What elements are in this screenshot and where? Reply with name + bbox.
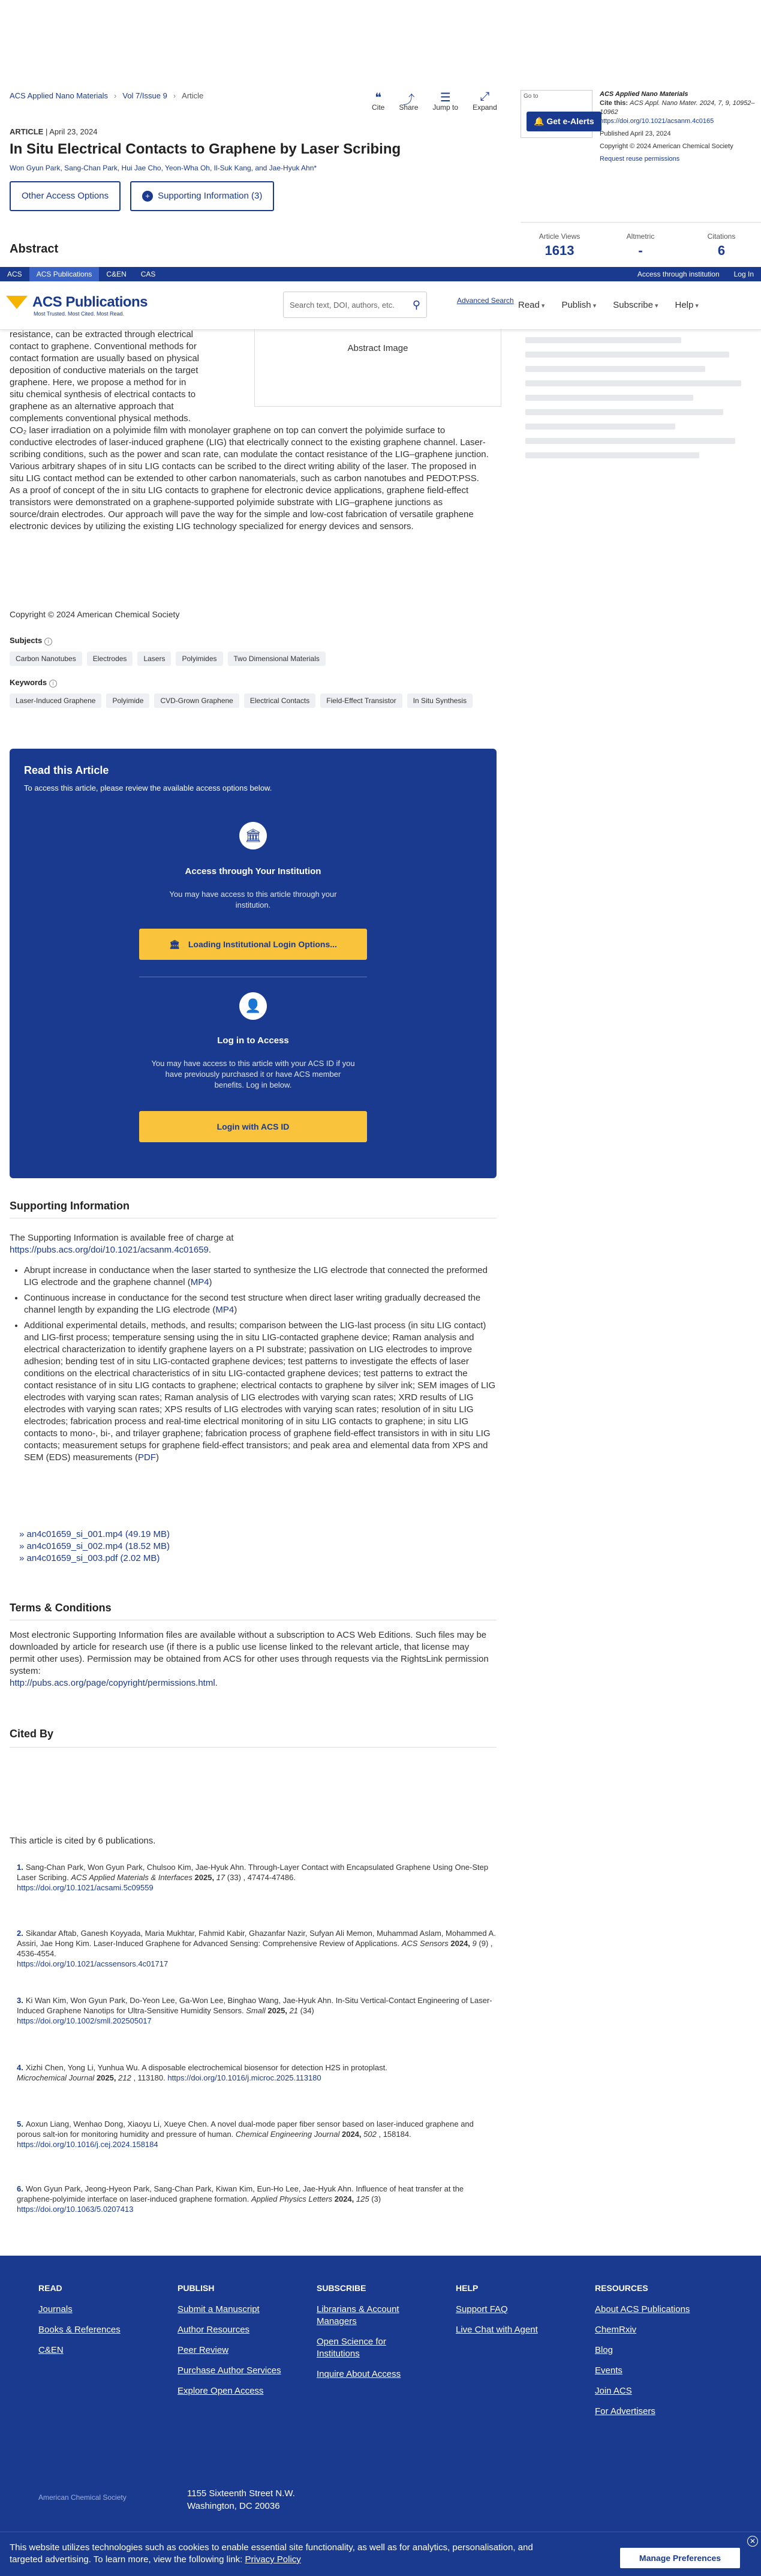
citation-doi-link[interactable]: https://doi.org/10.1002/smll.202505017: [17, 2016, 152, 2025]
institution-icon: 🏛: [239, 822, 267, 849]
list-item: [24, 1265, 498, 1289]
citation-pages: , 113180.: [131, 2073, 166, 2082]
footer-link[interactable]: Librarians & Account Managers: [317, 2304, 399, 2326]
footer-link[interactable]: Events: [595, 2365, 622, 2376]
citation-volume: 9: [472, 1939, 477, 1948]
cited-by-heading: Cited By: [10, 1728, 54, 1740]
citation-box: [600, 90, 756, 164]
cookie-message: This website utilizes technologies such as cookies to enable essential site functionality, as well as for analytics, personalisation, and targeted advertising. To learn more, view the following link:: [10, 2542, 533, 2565]
citation-number: 5.: [17, 2119, 23, 2128]
tool-label: Share: [399, 103, 419, 112]
nav-cen[interactable]: C&EN: [106, 270, 127, 278]
article-date: April 23, 2024: [49, 127, 98, 136]
doi-link[interactable]: https://doi.org/10.1021/acsanm.4c0165: [600, 118, 714, 125]
chevron-right-icon: ›: [114, 91, 117, 100]
abstract-paragraph: CO₂ laser irradiation on a polyimide film with monolayer graphene on top can convert the polyimide surface to conductive electrodes of laser-induced graphene (LIG) that electrically connect to the existing graphene channel. Laser-scribing conditions, such as the power and scan rate, can modulate the contact resistance of the LIG–graphene junction. Various arbitrary shapes of in situ LIG contacts can be scribed to the direct writing ability of the laser. The proposed in situ LIG contact method can be extended to other carbon nanomaterials, such as carbon nanotubes and PEDOT:PSS. As a proof of concept of the in situ LIG contacts to graphene for electronic device applications, graphene field-effect transistors were demonstrated on a graphene-supported polyimide substrate with LIG–graphene junctions as source/drain electrodes. Our approach will pave the way for the simple and low-cost fabrication of versatile graphene electronic devices by utilizing the existing LIG technology specialized for energy devices and sensors.: [10, 425, 489, 532]
si-item-text: Continuous increase in conductance for the second test structure when direct laser writing gradually decreased the channel length by expanding the LIG electrode (: [24, 1293, 481, 1315]
address-line: 1155 Sixteenth Street N.W.: [187, 2488, 295, 2499]
footer-link[interactable]: Journals: [38, 2304, 73, 2314]
footer-heading: PUBLISH: [178, 2283, 215, 2293]
metric-label: Article Views: [539, 232, 580, 241]
citation-pages: (34): [298, 2006, 314, 2015]
login-access-desc: You may have access to this article with your ACS ID if you have previously purchased it or have ACS member benefits. Log in below.: [151, 1059, 355, 1089]
manage-preferences-button[interactable]: Manage Preferences: [620, 2548, 740, 2568]
footer-heading: RESOURCES: [595, 2283, 648, 2293]
journal-name: ACS Applied Nano Materials: [600, 91, 688, 98]
article-title: In Situ Electrical Contacts to Graphene by Laser Scribing: [10, 141, 401, 157]
chevron-right-icon: ›: [173, 91, 176, 100]
si-item-text: Abrupt increase in conductance when the laser started to synthesize the LIG electrode that connected the preformed LIG electrode and the graphene channel (: [24, 1265, 488, 1287]
supporting-information-button[interactable]: [130, 181, 274, 211]
institutional-login-label: Loading Institutional Login Options...: [188, 939, 337, 949]
subject-chip[interactable]: Polyimides: [176, 651, 222, 666]
terms-text: Most electronic Supporting Information files are available without a subscription to ACS Web Editions. Such files may be downloaded by article for research use (if there is a public use license linked to the relevant article, that license may permit other uses). Permission may be obtained from ACS for other uses through requests via the RightsLink permission system: http://pubs.acs.org/page/copyright/permissions.html.: [10, 1630, 489, 1688]
footer-address: [187, 2487, 295, 2512]
citation-pages: (9) , 4536-4554.: [17, 1939, 493, 1958]
tool-label: Cite: [372, 103, 385, 112]
site-header: [0, 282, 761, 330]
tool-label: Expand: [473, 103, 497, 112]
acs-footer-logo[interactable]: American Chemical Society: [38, 2493, 127, 2502]
citation-number: 6.: [17, 2184, 23, 2193]
keywords-heading: [10, 678, 57, 687]
institution-icon: 🏛: [169, 939, 180, 949]
si-file-link[interactable]: » an4c01659_si_001.mp4 (49.19 MB): [19, 1529, 170, 1541]
sidebar-loading-skeleton: [525, 337, 753, 467]
footer-link[interactable]: Inquire About Access: [317, 2369, 401, 2379]
search-placeholder: Search text, DOI, authors, etc.: [290, 300, 395, 310]
read-description: To access this article, please review the available access options below.: [24, 783, 272, 792]
list-icon: ☰: [440, 91, 451, 104]
citation-volume: 212: [118, 2073, 131, 2082]
metric-altmetric[interactable]: [601, 232, 679, 259]
keyword-chip[interactable]: Polyimide: [106, 693, 149, 708]
menu-read[interactable]: Read ▾: [518, 300, 545, 310]
citation-year: 2025,: [96, 2073, 116, 2082]
si-item-end: ): [209, 1277, 212, 1287]
si-pdf-link[interactable]: PDF: [138, 1452, 157, 1463]
read-heading: Read this Article: [24, 764, 109, 776]
si-file-list: [19, 1529, 170, 1565]
reuse-permissions-link[interactable]: Request reuse permissions: [600, 155, 680, 163]
tool-label: Jump to: [432, 103, 459, 112]
supporting-information-label: Supporting Information (3): [158, 191, 263, 201]
citation-pages: (33) , 47474-47486.: [225, 1873, 296, 1882]
skeleton-line: [525, 337, 681, 343]
breadcrumb-journal[interactable]: ACS Applied Nano Materials: [10, 91, 109, 100]
abstract-line: graphene. Here, we propose a method for in: [10, 377, 187, 388]
address-line: Washington, DC 20036: [187, 2501, 280, 2511]
metric-label: Citations: [707, 232, 736, 241]
citation-doi-link[interactable]: https://doi.org/10.1016/j.cej.2024.158184: [17, 2140, 158, 2149]
citation-volume: 125: [356, 2194, 369, 2203]
skeleton-line: [525, 438, 735, 444]
metric-article-views[interactable]: [521, 232, 598, 259]
other-access-options-button[interactable]: Other Access Options: [10, 181, 121, 211]
footer-col-read: [38, 2282, 158, 2365]
abstract-line: contact formation are usually based on physical: [10, 353, 200, 364]
si-description-list: [24, 1265, 498, 1467]
metric-label: Altmetric: [626, 232, 655, 241]
abstract-left-lines: [10, 329, 249, 425]
footer-link[interactable]: C&EN: [38, 2345, 64, 2355]
footer-heading: READ: [38, 2283, 62, 2293]
separator: |: [45, 127, 50, 136]
citation-doi-link[interactable]: https://doi.org/10.1021/acssensors.4c01717: [17, 1959, 169, 1968]
citation-volume: 502: [363, 2130, 377, 2139]
footer-link[interactable]: Open Science for Institutions: [317, 2337, 386, 2359]
article-type: ARTICLE: [10, 127, 44, 136]
breadcrumb-current: Article: [182, 91, 204, 100]
si-mp4-link[interactable]: MP4: [190, 1277, 209, 1287]
nav-acs[interactable]: ACS: [7, 270, 22, 278]
institutional-login-button[interactable]: [139, 929, 367, 960]
footer-link[interactable]: Blog: [595, 2345, 613, 2355]
skeleton-line: [525, 395, 693, 401]
si-item-end: ): [234, 1305, 237, 1315]
keyword-chip[interactable]: In Situ Synthesis: [407, 693, 473, 708]
citation-pages: , 158184.: [376, 2130, 411, 2139]
get-e-alerts-button[interactable]: [527, 112, 601, 131]
menu-subscribe[interactable]: Subscribe ▾: [613, 300, 658, 310]
footer-link[interactable]: About ACS Publications: [595, 2304, 690, 2314]
search-icon[interactable]: ⚲: [412, 298, 420, 311]
subject-chip[interactable]: Two Dimensional Materials: [228, 651, 326, 666]
citation-year: 2024,: [450, 1939, 470, 1948]
abstract-line: situ chemical synthesis of electrical contacts to: [10, 389, 196, 400]
citation-authors: Xizhi Chen, Yong Li, Yunhua Wu. A disposable electrochemical biosensor for detection H2S in protoplast.: [25, 2063, 387, 2072]
keyword-chip[interactable]: Electrical Contacts: [244, 693, 315, 708]
skeleton-line: [525, 380, 741, 386]
quote-icon: ❝: [375, 91, 382, 104]
keyword-chip[interactable]: Laser-Induced Graphene: [10, 693, 101, 708]
privacy-policy-link[interactable]: Privacy Policy: [245, 2554, 301, 2565]
login-with-acs-id-button[interactable]: Login with ACS ID: [139, 1111, 367, 1142]
citation-journal: Microchemical Journal: [17, 2073, 95, 2082]
citation-number: 4.: [17, 2063, 23, 2072]
expand-icon: ⤢: [480, 90, 490, 103]
cite-line: [600, 99, 756, 117]
footer-col-resources: [595, 2282, 709, 2426]
citation-journal: ACS Applied Materials & Interfaces: [71, 1873, 192, 1882]
footer-link[interactable]: Peer Review: [178, 2345, 229, 2355]
footer-link[interactable]: ChemRxiv: [595, 2325, 637, 2335]
tool-cite[interactable]: [372, 90, 384, 112]
footer-link[interactable]: For Advertisers: [595, 2406, 655, 2416]
footer-link[interactable]: Live Chat with Agent: [456, 2325, 538, 2335]
access-buttons: [10, 181, 274, 211]
abstract-line: resistance, can be extracted through electrical: [10, 329, 193, 340]
si-file-link[interactable]: » an4c01659_si_002.mp4 (18.52 MB): [19, 1541, 170, 1553]
acs-publications-logo[interactable]: [6, 294, 148, 317]
menu-help[interactable]: Help ▾: [675, 300, 699, 310]
cited-by-count: This article is cited by 6 publications.: [10, 1836, 156, 1846]
abstract-line: deposition of conductive materials on the target: [10, 365, 198, 376]
skeleton-line: [525, 452, 699, 458]
citation-doi-link[interactable]: https://doi.org/10.1021/acsami.5c09559: [17, 1883, 154, 1892]
abstract-image[interactable]: Abstract Image: [254, 329, 501, 407]
cite-text: ACS Appl. Nano Mater. 2024, 7, 9, 10952–10962: [600, 100, 755, 116]
skeleton-line: [525, 352, 729, 358]
search-input[interactable]: [283, 292, 427, 318]
footer-heading: HELP: [456, 2283, 479, 2293]
log-in-link[interactable]: Log In: [733, 270, 754, 278]
citation-pages: (3): [369, 2194, 381, 2203]
si-intro: The Supporting Information is available free of charge at https://pubs.acs.org/doi/10.1021/acsanm.4c01659.: [10, 1233, 234, 1255]
access-through-institution-link[interactable]: Access through institution: [637, 270, 720, 278]
citation-volume: 17: [216, 1873, 225, 1882]
citation-doi-link[interactable]: https://doi.org/10.1063/5.0207413: [17, 2205, 134, 2214]
get-e-alerts-label: Get e-Alerts: [546, 116, 594, 126]
list-item: [24, 1292, 498, 1316]
footer-link[interactable]: Explore Open Access: [178, 2386, 264, 2396]
footer-heading: SUBSCRIBE: [317, 2283, 366, 2293]
login-access-title: Log in to Access: [217, 1035, 289, 1046]
citation-journal: Small: [246, 2006, 266, 2015]
article-type-date: [10, 127, 97, 136]
footer-link[interactable]: Join ACS: [595, 2386, 632, 2396]
keyword-chip[interactable]: CVD-Grown Graphene: [154, 693, 239, 708]
citation-journal: Applied Physics Letters: [251, 2194, 333, 2203]
cookie-text: [10, 2542, 549, 2566]
logo-tagline: Most Trusted. Most Cited. Most Read.: [34, 311, 125, 317]
nav-cas[interactable]: CAS: [140, 270, 156, 278]
acs-logo-icon: [6, 296, 28, 309]
footer-link[interactable]: Support FAQ: [456, 2304, 508, 2314]
share-icon: ⤴: [402, 94, 415, 107]
si-item-text: Additional experimental details, methods, and results; comparison between the LIG-last process (in situ LIG contact) and LIG-first process; temperature sensing using the in situ LIG-contacted graphene device; Raman analysis and electrical characterization to identify graphene layers on a PI substrate; passivation on LIG electrodes to improve adhesion; bending test of in situ LIG-contacted graphene devices; test patterns to investigate the effects of laser conditions on the electrical characteristics of in situ LIG-contacted graphene devices; test patterns to extract the contact resistance of in situ LIG contacts to graphene; electrical contacts to graphene by silver ink; SEM images of LIG electrodes with varying scan rates; Raman analysis of LIG electrodes with varying scan rates; XRD results of LIG electrodes with varying scan rates; XPS results of LIG electrodes with varying scan rates; resolution of in situ LIG electrodes; fabrication process and real-time electrical monitoring of in situ LIG contacts to graphene; in situ LIG contacts to mono-, bi-, and trilayer graphene; fabrication process of graphene field-effect transistors in with in situ LIG contacts; measurement setups for graphene field-effect transistors; and peak area and elemental data from XPS and SEM (EDS) measurements (: [24, 1320, 496, 1463]
citation-year: 2024,: [334, 2194, 354, 2203]
footer-link[interactable]: Submit a Manuscript: [178, 2304, 260, 2314]
metric-value: 6: [717, 243, 726, 258]
skeleton-line: [525, 409, 723, 415]
subjects-list: [10, 651, 501, 666]
metric-value: 1613: [545, 243, 574, 258]
institution-access-desc: You may have access to this article through your institution.: [169, 890, 337, 909]
footer-col-help: [456, 2282, 570, 2344]
citation-number: 3.: [17, 1996, 23, 2005]
metric-value: -: [638, 243, 643, 258]
citation-authors: Ki Wan Kim, Won Gyun Park, Do-Yeon Lee, Ga-Won Lee, Binghao Wang, Jae-Hyuk Ahn. In-Situ Vertical-Contact Engineering of Laser-Induced Graphene Nanotips for Ultra-Sensitive Humidity Sensors.: [17, 1996, 492, 2015]
citation-number: 1.: [17, 1863, 23, 1872]
tool-jump-to[interactable]: [432, 90, 458, 112]
citation-item: [17, 1862, 497, 1893]
abstract-line: complements conventional physical methods.: [10, 413, 191, 424]
list-item: [24, 1320, 498, 1464]
si-doi-link[interactable]: https://pubs.acs.org/doi/10.1021/acsanm.4c01659: [10, 1245, 209, 1255]
keywords-list: [10, 693, 501, 708]
cookie-banner: [0, 2532, 761, 2576]
menu-publish[interactable]: Publish ▾: [561, 300, 596, 310]
tool-expand[interactable]: [473, 90, 497, 112]
citation-year: 2025,: [267, 2006, 287, 2015]
abstract-line: contact to graphene. Conventional methods for: [10, 341, 197, 352]
article-tools: [372, 90, 497, 112]
abstract-line: graphene as an alternative approach that: [10, 401, 174, 412]
citation-journal: ACS Sensors: [401, 1939, 449, 1948]
acs-network-bar: [0, 267, 761, 281]
advanced-search-link[interactable]: Advanced Search: [457, 296, 514, 305]
si-file-link[interactable]: » an4c01659_si_003.pdf (2.02 MB): [19, 1553, 170, 1565]
subjects-heading-text: Subjects: [10, 636, 43, 645]
author-list[interactable]: Won Gyun Park, Sang-Chan Park, Hui Jae Cho, Yeon-Wha Oh, Il-Suk Kang, and Jae-Hyuk Ahn*: [10, 164, 317, 172]
article-header: [0, 0, 761, 264]
skeleton-line: [525, 366, 705, 372]
footer-link[interactable]: Books & References: [38, 2325, 121, 2335]
institution-access-title: Access through Your Institution: [185, 866, 321, 876]
citation-item: [17, 1928, 497, 1969]
citation-item: [17, 2062, 497, 2083]
citation-journal: Chemical Engineering Journal: [235, 2130, 340, 2139]
cite-prefix: Cite this:: [600, 100, 628, 107]
divider: [10, 1747, 497, 1748]
main-menu: [518, 300, 699, 310]
read-this-article-panel: [10, 749, 497, 1178]
close-icon[interactable]: ✕: [747, 2536, 758, 2547]
citation-authors: Sikandar Aftab, Ganesh Koyyada, Maria Mukhtar, Fahmid Kabir, Ghazanfar Nazir, Sufyan Ali Memon, Muhammad Aslam, Mohammed A. Assiri, Jae Hong Kim. Laser-Induced Graphene for Advanced Sensing: Comprehensive Review of Applications.: [17, 1929, 496, 1948]
citation-number: 2.: [17, 1929, 23, 1938]
subject-chip[interactable]: Electrodes: [87, 651, 133, 666]
permissions-link[interactable]: http://pubs.acs.org/page/copyright/permissions.html: [10, 1678, 215, 1688]
citation-item: [17, 1995, 497, 2026]
terms-paragraph: Most electronic Supporting Information files are available without a subscription to ACS Web Editions. Such files may be downloaded by article for research use (if there is a public use license linked to the relevant article, that license may permit other uses). Permission may be obtained from ACS for other uses through requests via the RightsLink permission system:: [10, 1630, 489, 1676]
subjects-heading: [10, 636, 52, 645]
supporting-information-heading: Supporting Information: [10, 1200, 130, 1212]
breadcrumb: [10, 91, 203, 100]
tool-share[interactable]: [399, 90, 418, 112]
terms-heading: Terms & Conditions: [10, 1602, 112, 1614]
logo-text: ACS Publications: [32, 294, 148, 310]
footer-link[interactable]: Author Resources: [178, 2325, 250, 2335]
subject-chip[interactable]: Lasers: [137, 651, 171, 666]
footer-link[interactable]: Purchase Author Services: [178, 2365, 281, 2376]
nav-acs-publications[interactable]: ACS Publications: [29, 267, 100, 281]
abstract-copyright: Copyright © 2024 American Chemical Society: [10, 610, 180, 619]
si-mp4-link[interactable]: MP4: [215, 1305, 234, 1315]
info-icon[interactable]: i: [49, 680, 57, 687]
abstract-heading: Abstract: [10, 242, 59, 256]
metric-citations[interactable]: [682, 232, 760, 259]
user-icon: 👤: [239, 992, 267, 1020]
citation-authors: Sang-Chan Park, Won Gyun Park, Chulsoo Kim, Jae-Hyuk Ahn. Through-Layer Contact with Encapsulated Graphene Using One-Step Laser Scribing.: [17, 1863, 489, 1882]
plus-icon: +: [142, 191, 153, 202]
citation-doi-link[interactable]: https://doi.org/10.1016/j.microc.2025.113180: [167, 2073, 321, 2082]
citation-year: 2024,: [341, 2130, 362, 2139]
info-icon[interactable]: i: [44, 638, 52, 645]
keyword-chip[interactable]: Field-Effect Transistor: [320, 693, 402, 708]
copyright-line: Copyright © 2024 American Chemical Society: [600, 143, 733, 150]
citation-item: [17, 2119, 497, 2149]
si-item-end: ): [156, 1452, 160, 1463]
breadcrumb-issue[interactable]: Vol 7/Issue 9: [122, 91, 167, 100]
skeleton-line: [525, 424, 675, 430]
si-intro-text: The Supporting Information is available free of charge at: [10, 1233, 234, 1243]
citation-authors: Aoxun Liang, Wenhao Dong, Xiaoyu Li, Xueye Chen. A novel dual-mode paper fiber sensor based on laser-induced graphene and porous salt-ion for monitoring humidity and pressure of human.: [17, 2119, 474, 2139]
citation-year: 2025,: [194, 1873, 215, 1882]
journal-cover-image[interactable]: Go to: [521, 90, 592, 138]
subject-chip[interactable]: Carbon Nanotubes: [10, 651, 82, 666]
site-footer: [0, 2256, 761, 2576]
citation-volume: 21: [289, 2006, 299, 2015]
citation-item: [17, 2184, 497, 2214]
citation-authors: Won Gyun Park, Jeong-Hyeon Park, Sang-Chan Park, Kiwan Kim, Eun-Ho Lee, Jae-Hyuk Ahn. Influence of heat transfer at the graphene-polyimide interface on laser-induced graphene formation.: [17, 2184, 464, 2203]
bell-icon: 🔔: [534, 116, 547, 126]
footer-col-publish: [178, 2282, 291, 2406]
published-date: Published April 23, 2024: [600, 130, 671, 137]
footer-col-subscribe: [317, 2282, 431, 2389]
keywords-heading-text: Keywords: [10, 678, 47, 687]
